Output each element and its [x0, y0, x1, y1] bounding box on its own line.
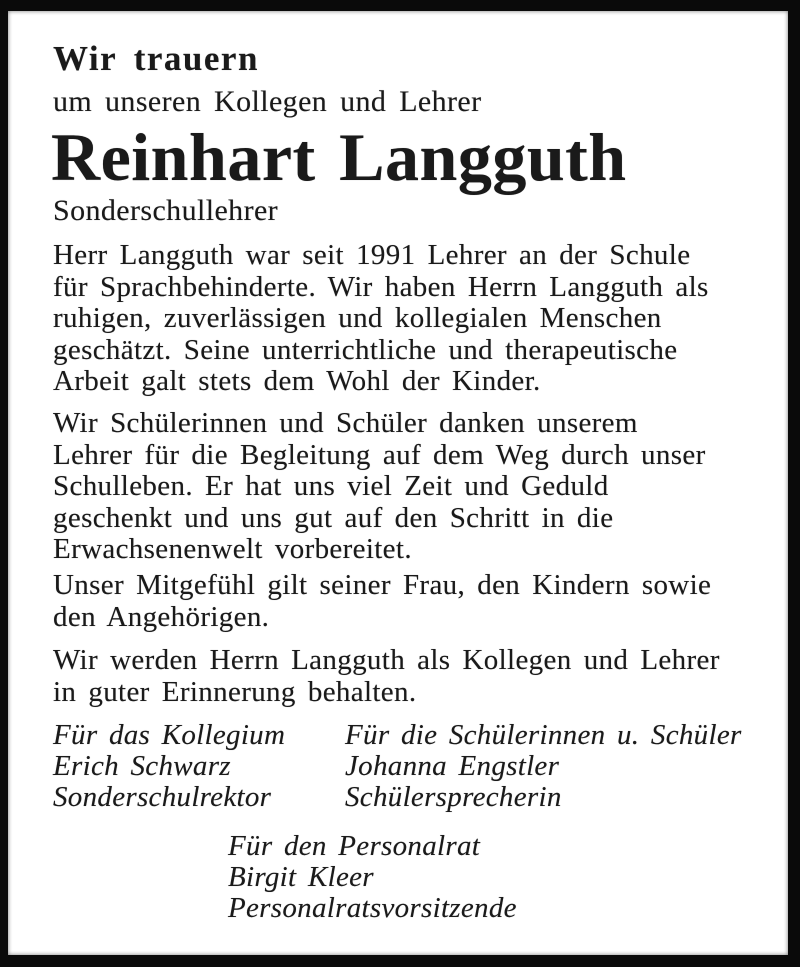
paragraph-line: geschätzt. Seine unterrichtliche und therapeutische — [53, 333, 678, 366]
signature-on-behalf-of: Für das Kollegium — [53, 719, 286, 751]
deceased-title: Sonderschullehrer — [53, 194, 279, 227]
paragraph-condolence — [53, 570, 711, 633]
signature-role: Schülersprecherin — [345, 781, 562, 813]
signature-role: Personalratsvorsitzende — [228, 892, 517, 924]
paragraph-students-thanks — [53, 408, 706, 566]
paragraph-line: Unser Mitgefühl gilt seiner Frau, den Kindern sowie — [53, 569, 712, 601]
paragraph-line: Wir werden Herrn Langguth als Kollegen und Lehrer — [53, 644, 720, 676]
paragraph-line: für Sprachbehinderte. Wir haben Herrn Langguth als — [53, 270, 709, 303]
signature-block-schueler — [345, 720, 742, 813]
paragraph-biography — [53, 240, 709, 398]
paragraph-line: Schulleben. Er hat uns viel Zeit und Geduld — [53, 470, 609, 502]
paragraph-line: in guter Erinnerung behalten. — [53, 675, 417, 708]
paragraph-line: Erwachsenenwelt vorbereitet. — [53, 533, 412, 565]
signature-name: Johanna Engstler — [345, 750, 560, 782]
notice-subheading: um unseren Kollegen und Lehrer — [53, 85, 482, 118]
notice-heading: Wir trauern — [53, 39, 259, 78]
deceased-name: Reinhart Langguth — [51, 119, 627, 195]
signature-on-behalf-of: Für die Schülerinnen u. Schüler — [345, 719, 742, 751]
signature-block-personalrat — [228, 831, 517, 924]
signature-role: Sonderschulrektor — [53, 781, 272, 813]
paragraph-line: den Angehörigen. — [53, 600, 270, 633]
signature-name: Birgit Kleer — [228, 861, 374, 893]
paragraph-remembrance — [53, 645, 720, 708]
notice-paper — [8, 11, 788, 955]
paragraph-line: Lehrer für die Begleitung auf dem Weg durch unser — [53, 438, 706, 471]
paragraph-line: geschenkt und uns gut auf den Schritt in die — [53, 501, 614, 534]
signature-block-kollegium — [53, 720, 285, 813]
paragraph-line: ruhigen, zuverlässigen und kollegialen Menschen — [53, 302, 662, 334]
paragraph-line: Herr Langguth war seit 1991 Lehrer an der Schule — [53, 239, 691, 271]
paragraph-line: Wir Schülerinnen und Schüler danken unserem — [53, 407, 638, 439]
signature-on-behalf-of: Für den Personalrat — [228, 830, 481, 862]
paragraph-line: Arbeit galt stets dem Wohl der Kinder. — [53, 365, 541, 397]
signature-name: Erich Schwarz — [53, 750, 231, 782]
